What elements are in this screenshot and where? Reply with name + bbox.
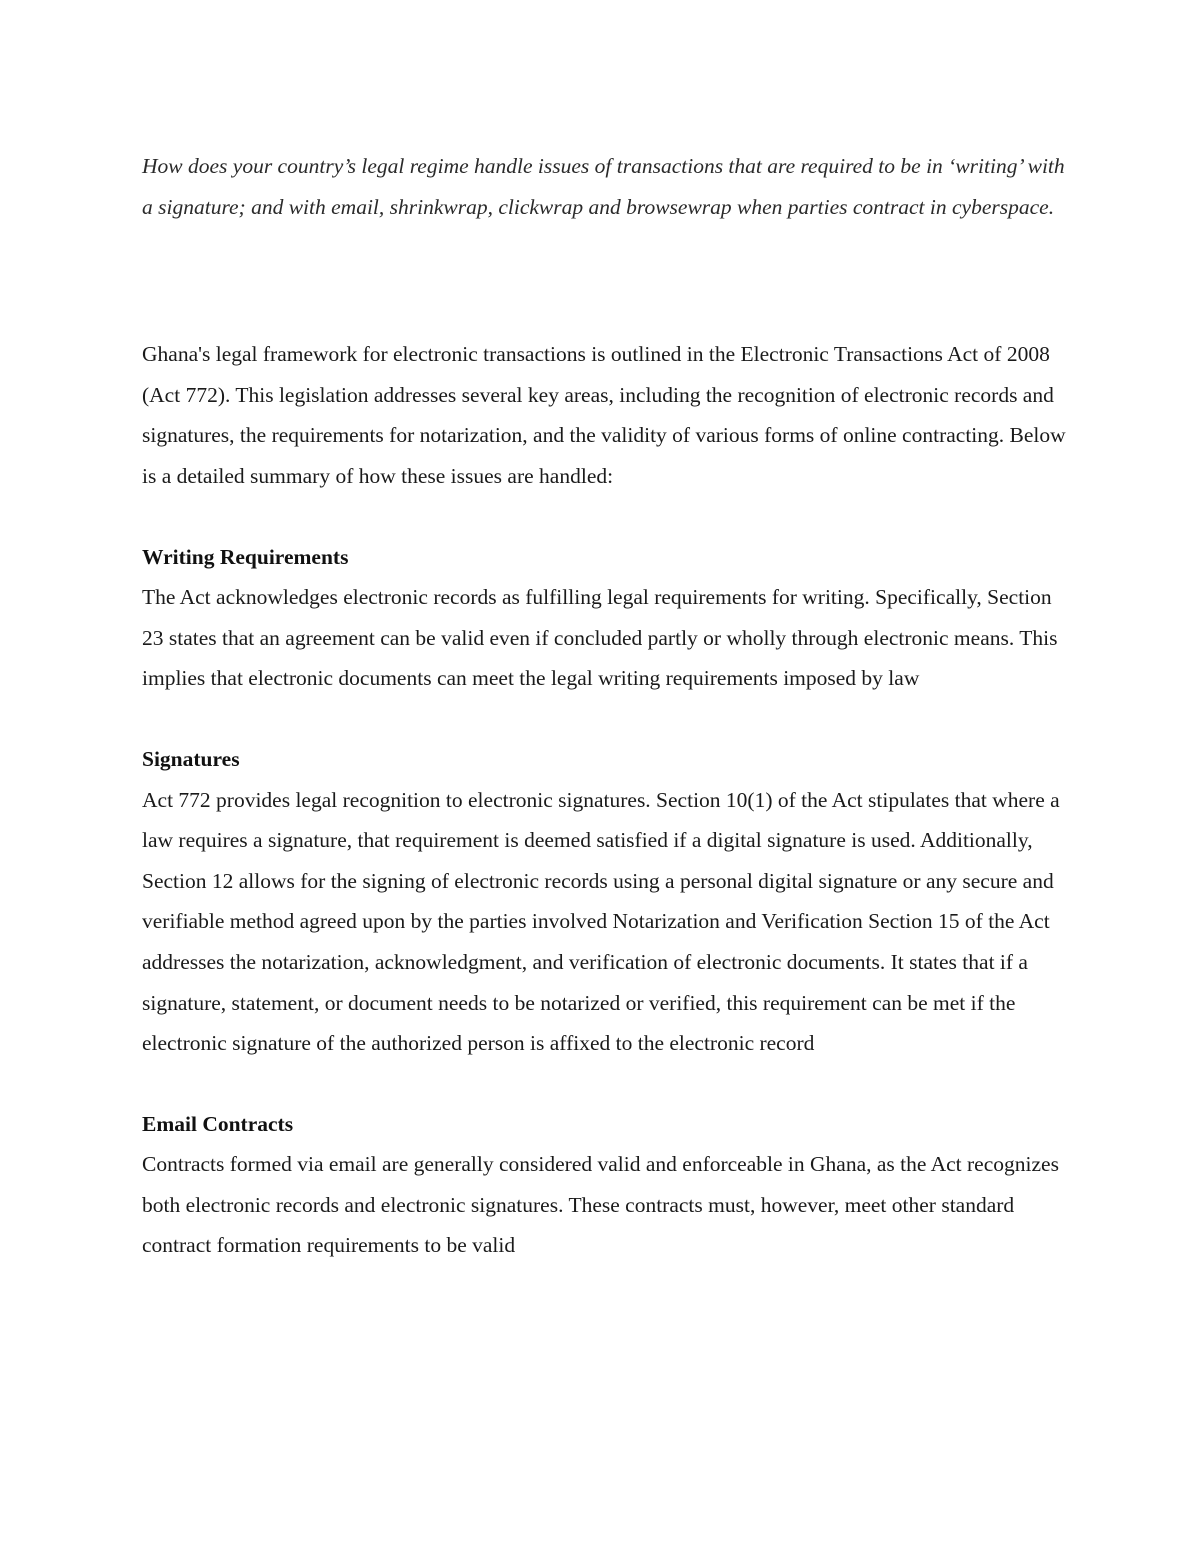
section-heading: Email Contracts bbox=[142, 1111, 294, 1136]
section-signatures bbox=[142, 739, 1072, 1064]
section-body: Contracts formed via email are generally considered valid and enforceable in Ghana, as the Act recognizes both electronic records and electronic signatures. These contracts must, however, meet other standard contract formation requirements to be valid bbox=[142, 1152, 1059, 1258]
section-body: The Act acknowledges electronic records as fulfilling legal requirements for writing. Specifically, Section 23 states that an agreement can be valid even if concluded partly or wholly through electronic means. This implies that electronic documents can meet the legal writing requirements imposed by law bbox=[142, 585, 1058, 691]
section-heading: Writing Requirements bbox=[142, 544, 349, 569]
essay-question: How does your country’s legal regime handle issues of transactions that are required to be in ‘writing’ with a signature; and with email, shrinkwrap, clickwrap and browsewrap when parties contract in cyberspace. bbox=[142, 154, 1065, 219]
section-heading: Signatures bbox=[142, 746, 240, 771]
intro-paragraph: Ghana's legal framework for electronic transactions is outlined in the Electronic Transactions Act of 2008 (Act 772). This legislation addresses several key areas, including the recognition of electronic records and signatures, the requirements for notarization, and the validity of various forms of online contracting. Below is a detailed summary of how these issues are handled: bbox=[142, 342, 1066, 488]
document-body bbox=[142, 146, 1072, 1266]
section-writing-requirements bbox=[142, 537, 1072, 699]
section-email-contracts bbox=[142, 1104, 1072, 1266]
section-body: Act 772 provides legal recognition to electronic signatures. Section 10(1) of the Act stipulates that where a law requires a signature, that requirement is deemed satisfied if a digital signature is used. Additionally, Section 12 allows for the signing of electronic records using a personal digital signature or any secure and verifiable method agreed upon by the parties involved Notarization and Verification Section 15 of the Act addresses the notarization, acknowledgment, and verification of electronic documents. It states that if a signature, statement, or document needs to be notarized or verified, this requirement can be met if the electronic signature of the authorized person is affixed to the electronic record bbox=[142, 787, 1060, 1056]
